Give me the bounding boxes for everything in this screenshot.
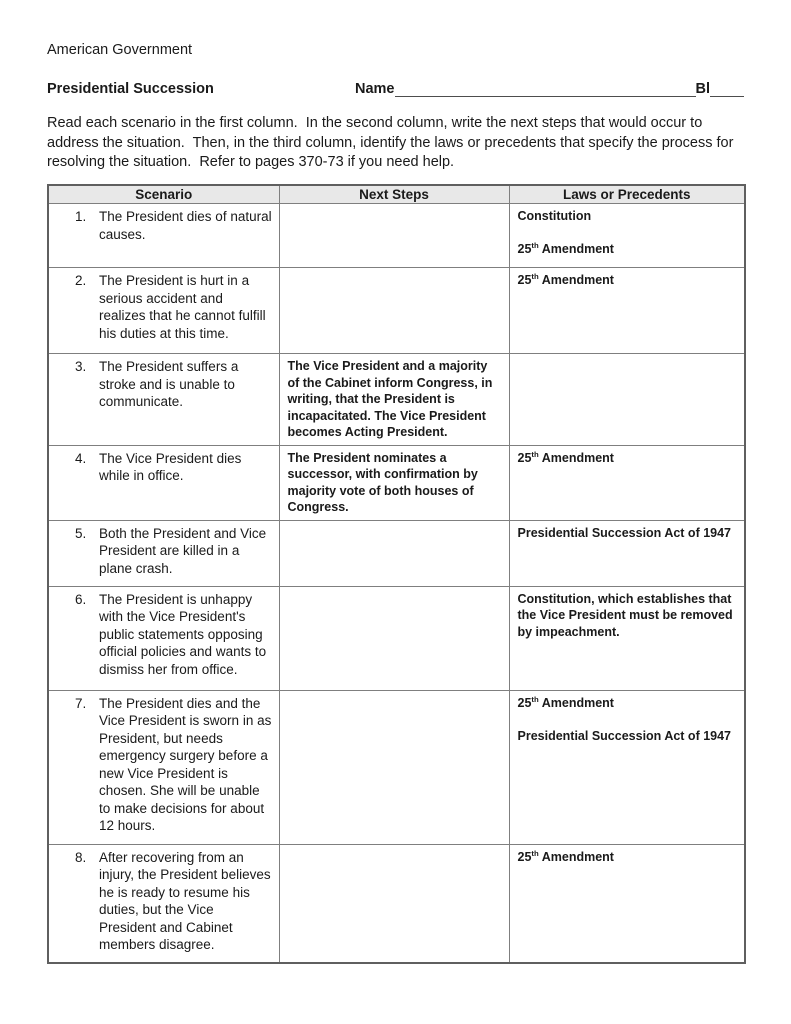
- table-row: [48, 844, 745, 963]
- laws-cell: [509, 445, 745, 520]
- law-paragraph: Constitution, which establishes that the Vice President must be removed by impeachment.: [517, 591, 733, 639]
- scenario-cell: [48, 586, 279, 690]
- scenario-number: 4.: [75, 450, 87, 466]
- course-title: American Government: [47, 42, 193, 58]
- law-paragraph: 25th Amendment: [517, 694, 614, 710]
- laws-cell: [509, 268, 745, 354]
- laws-cell: [509, 690, 745, 844]
- next-steps-cell: [279, 354, 509, 446]
- block-label: Bl: [695, 81, 710, 97]
- law-paragraph: 25th Amendment: [517, 240, 614, 256]
- table-row: [48, 586, 745, 690]
- next-steps-cell: [279, 268, 509, 354]
- scenario-number: 5.: [75, 525, 87, 541]
- scenario-number: 6.: [75, 591, 87, 607]
- next-steps-content: [280, 446, 509, 520]
- scenario-number: 3.: [75, 359, 87, 374]
- scenario-text: The Vice President dies while in office.: [99, 450, 242, 483]
- block-blank-line: [710, 82, 744, 97]
- table-row: [48, 445, 745, 520]
- laws-content: [510, 691, 745, 749]
- next-steps-content: [280, 354, 509, 445]
- laws-content: [510, 521, 745, 546]
- next-steps-cell: [279, 690, 509, 844]
- law-paragraph: 25th Amendment: [517, 271, 614, 287]
- scenario-item: [49, 521, 279, 582]
- laws-content: [510, 204, 745, 262]
- scenario-cell: [48, 268, 279, 354]
- law-paragraph: Presidential Succession Act of 1947: [517, 525, 732, 540]
- scenario-item: [49, 691, 279, 839]
- law-paragraph: Presidential Succession Act of 1947: [517, 728, 732, 743]
- table-row: [48, 520, 745, 586]
- laws-cell: [509, 354, 745, 446]
- scenario-item: [49, 446, 279, 489]
- scenario-text: The President is hurt in a serious accident and realizes that he cannot fulfill his duties at this time.: [99, 273, 266, 341]
- scenario-number: 1.: [75, 209, 87, 224]
- instructions: Read each scenario in the first column. In the second column, write the next steps that would occur to address the situation. Then, in the third column, identify the laws or precedents that specify the process for resolving the situation. Refer to pages 370-73 if you need help.: [47, 115, 738, 170]
- laws-content: [510, 446, 745, 471]
- scenario-number: 8.: [75, 849, 87, 865]
- table-row: [48, 204, 745, 268]
- table-row: [48, 268, 745, 354]
- next-steps-cell: [279, 445, 509, 520]
- scenario-text: The President is unhappy with the Vice President's public statements opposing official policies and wants to dismiss her from office.: [99, 591, 267, 677]
- next-steps-text: The President nominates a successor, with confirmation by majority vote of both houses of Congress.: [287, 450, 478, 514]
- scenario-cell: [48, 354, 279, 446]
- scenario-item: [49, 845, 279, 958]
- scenario-cell: [48, 520, 279, 586]
- scenario-cell: [48, 844, 279, 963]
- laws-cell: [509, 520, 745, 586]
- next-steps-cell: [279, 586, 509, 690]
- scenario-cell: [48, 690, 279, 844]
- table-row: [48, 690, 745, 844]
- scenario-item: [49, 204, 279, 247]
- laws-cell: [509, 844, 745, 963]
- next-steps-text: The Vice President and a majority of the Cabinet inform Congress, in writing, that the President is incapacitated. The Vice President becomes Acting President.: [287, 359, 493, 439]
- worksheet-table: [47, 184, 746, 965]
- scenario-text: The President suffers a stroke and is unable to communicate.: [99, 359, 239, 409]
- title-row: [47, 81, 744, 98]
- laws-content: [510, 268, 745, 293]
- scenario-item: [49, 587, 279, 683]
- next-steps-cell: [279, 844, 509, 963]
- table-row: [48, 354, 745, 446]
- col-header-scenario: Scenario: [48, 185, 279, 204]
- name-blank-line: [395, 82, 696, 97]
- scenario-cell: [48, 445, 279, 520]
- name-label: Name: [355, 81, 395, 97]
- scenario-text: The President dies of natural causes.: [99, 209, 272, 242]
- scenario-cell: [48, 204, 279, 268]
- scenario-item: [49, 268, 279, 346]
- laws-content: [510, 845, 745, 870]
- law-paragraph: 25th Amendment: [517, 449, 614, 465]
- laws-cell: [509, 586, 745, 690]
- next-steps-cell: [279, 520, 509, 586]
- scenario-number: 7.: [75, 695, 87, 711]
- laws-cell: [509, 204, 745, 268]
- scenario-text: After recovering from an injury, the President believes he is ready to resume his duties, but the Vice President and Cabinet members disagree.: [99, 849, 271, 952]
- doc-title: Presidential Succession: [47, 81, 214, 97]
- col-header-laws: Laws or Precedents: [509, 185, 745, 204]
- col-header-next-steps: Next Steps: [279, 185, 509, 204]
- next-steps-cell: [279, 204, 509, 268]
- scenario-item: [49, 354, 279, 415]
- law-paragraph: 25th Amendment: [517, 848, 614, 864]
- worksheet-table-body: [48, 204, 745, 964]
- table-header-row: [48, 185, 745, 204]
- scenario-number: 2.: [75, 273, 87, 288]
- scenario-text: Both the President and Vice President are killed in a plane crash.: [99, 525, 267, 576]
- laws-content: [510, 587, 745, 645]
- scenario-text: The President dies and the Vice President is sworn in as President, but needs emergency surgery before a new Vice President is chosen. She will be unable to make decisions for about 12 hours.: [99, 695, 272, 833]
- law-paragraph: Constitution: [517, 209, 592, 223]
